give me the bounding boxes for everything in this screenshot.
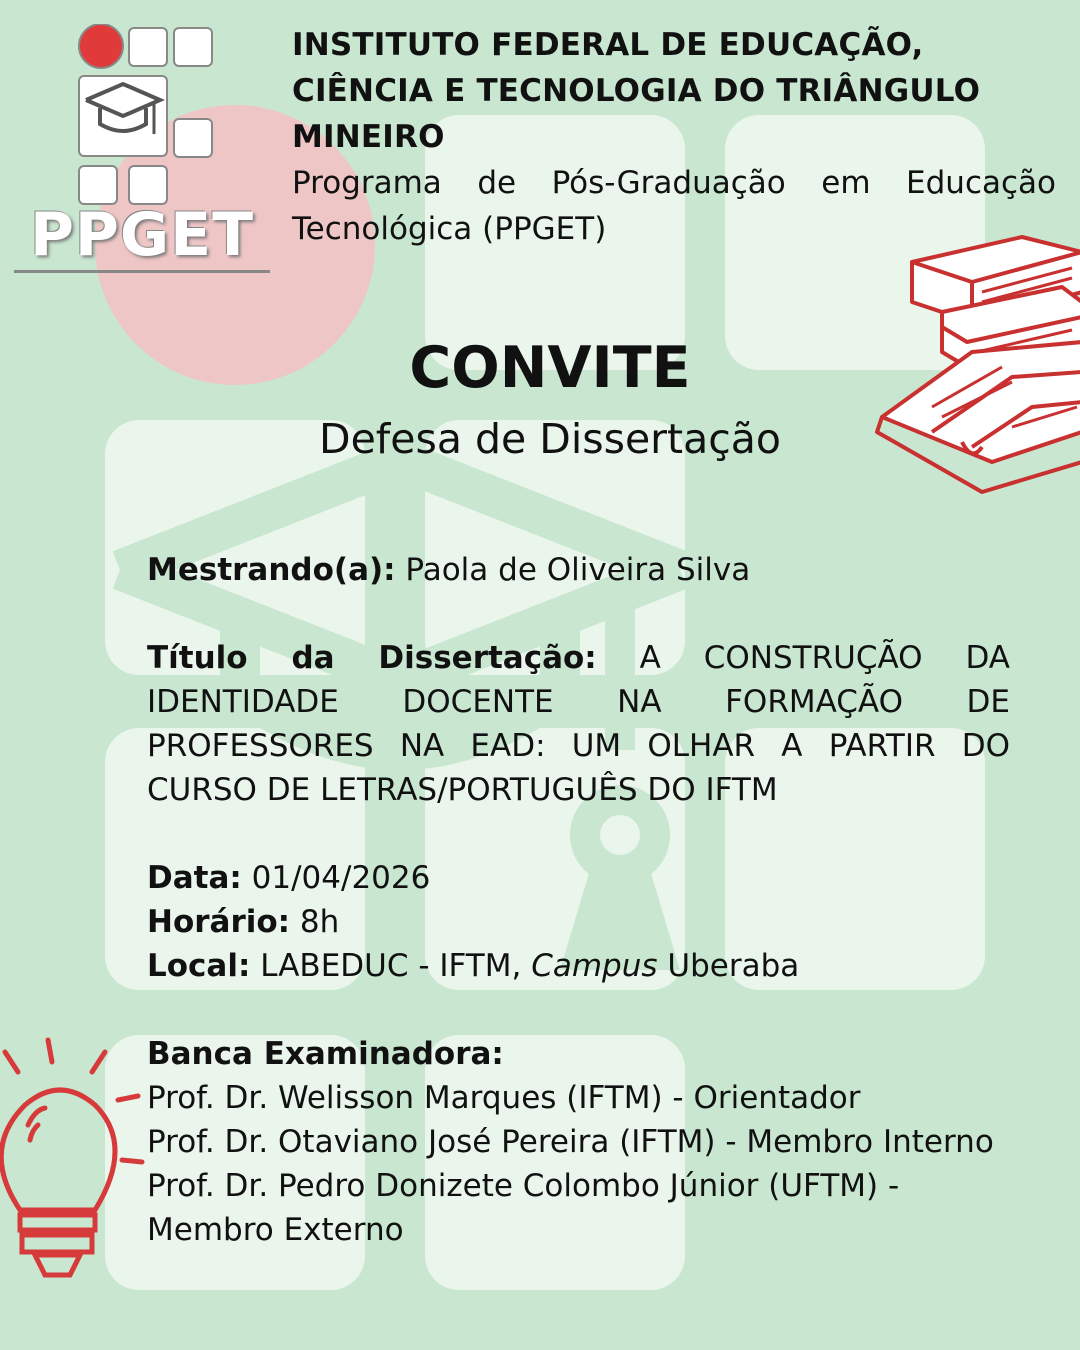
time-label: Horário: — [147, 904, 291, 940]
thesis-label: Título da Dissertação: — [147, 640, 597, 676]
location-campus: Campus — [531, 948, 658, 984]
logo-text: PPGET — [29, 200, 255, 270]
lightbulb-icon — [0, 1030, 150, 1290]
institution-name: INSTITUTO FEDERAL DE EDUCAÇÃO, CIÊNCIA E TECNOLOGIA DO TRIÂNGULO MINEIRO — [292, 27, 981, 155]
thesis-line — [147, 636, 1010, 812]
program-name: Programa de Pós-Graduação em Educação Tecnológica (PPGET) — [292, 165, 1056, 247]
location-suffix: Uberaba — [667, 948, 800, 984]
books-icon — [872, 232, 1080, 502]
committee-member: Prof. Dr. Welisson Marques (IFTM) - Orientador — [147, 1080, 861, 1116]
logo-underline — [14, 270, 270, 273]
committee-label: Banca Examinadora: — [147, 1036, 504, 1072]
invite-title: CONVITE — [409, 335, 691, 401]
thesis-title: A CONSTRUÇÃO DA IDENTIDADE DOCENTE NA FORMAÇÃO DE PROFESSORES NA EAD: UM OLHAR A PARTIR DO CURSO DE LETRAS/PORTUGUÊS DO IFTM — [147, 640, 1010, 808]
date-line — [147, 856, 1010, 900]
date-value: 01/04/2026 — [251, 860, 431, 896]
location-label: Local: — [147, 948, 251, 984]
time-line — [147, 900, 1010, 944]
committee-member: Prof. Dr. Otaviano José Pereira (IFTM) - Membro Interno — [147, 1124, 994, 1160]
invite-subtitle: Defesa de Dissertação — [319, 415, 781, 463]
student-label: Mestrando(a): — [147, 552, 396, 588]
time-value: 8h — [299, 904, 340, 940]
student-name: Paola de Oliveira Silva — [405, 552, 751, 588]
location-prefix: LABEDUC - IFTM, — [260, 948, 522, 984]
date-label: Data: — [147, 860, 242, 896]
committee-member: Membro Externo — [147, 1212, 404, 1248]
student-line — [147, 548, 1010, 592]
location-line — [147, 944, 1010, 988]
invitation-details — [147, 548, 1010, 1252]
committee-member: Prof. Dr. Pedro Donizete Colombo Júnior (UFTM) - — [147, 1168, 900, 1204]
